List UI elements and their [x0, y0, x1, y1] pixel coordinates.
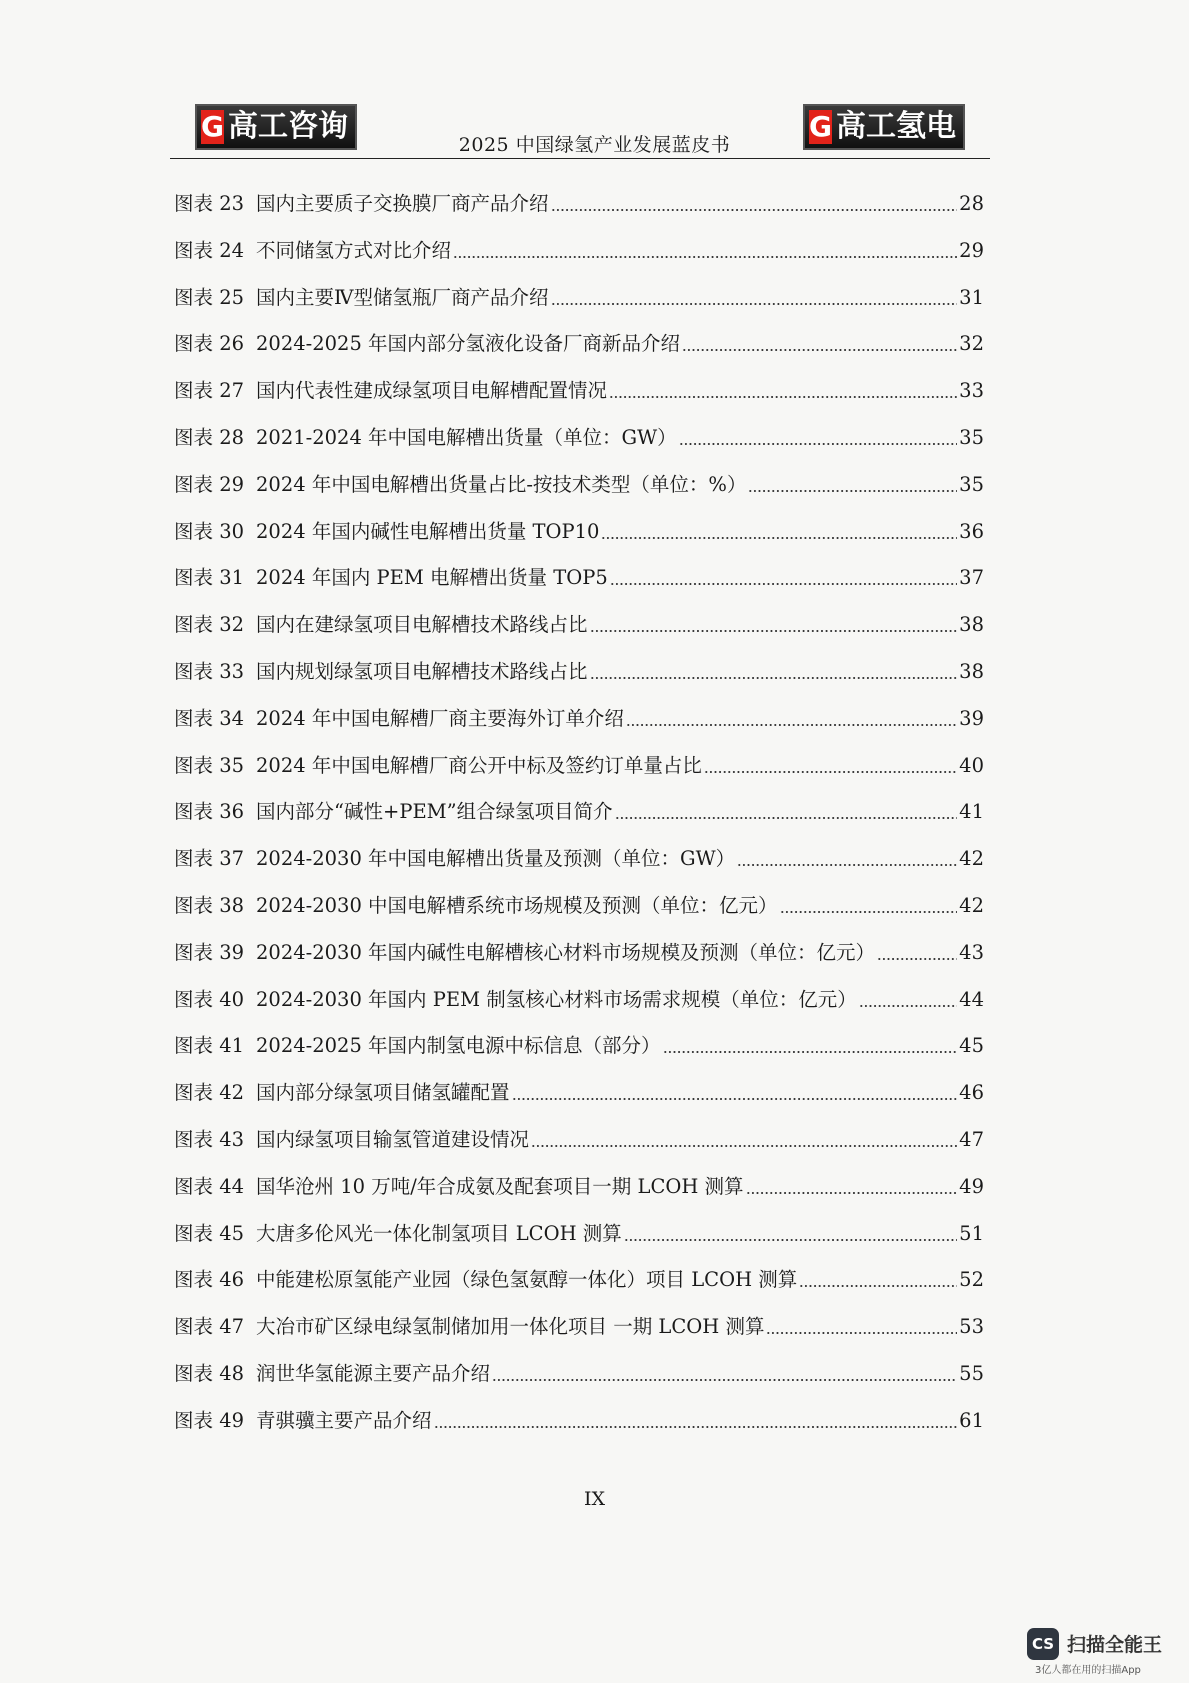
toc-entry-page: 32: [959, 332, 984, 356]
toc-entry-label: 图表 40: [174, 987, 245, 1011]
toc-entry-label: 图表 41: [174, 1034, 245, 1058]
g-logo-icon: G: [201, 110, 224, 143]
gaogong-hydrogen-logo: [803, 104, 965, 150]
toc-entry-label: 图表 42: [174, 1081, 245, 1105]
toc-entry-label: 图表 32: [174, 613, 245, 637]
toc-entry-page: 28: [959, 192, 984, 215]
toc-entry-page: 33: [959, 379, 984, 403]
toc-entry[interactable]: [174, 658, 984, 705]
toc-entry-page: 37: [959, 566, 984, 590]
toc-entry-page: 51: [959, 1221, 984, 1245]
toc-dot-leader: [531, 1143, 957, 1149]
toc-entry-page: 31: [959, 285, 984, 309]
page-number: IX: [583, 1488, 606, 1510]
toc-entry-label: 图表 23: [174, 192, 245, 215]
toc-entry-page: 29: [959, 238, 984, 262]
toc-entry-page: 52: [959, 1268, 984, 1292]
toc-dot-leader: [551, 301, 958, 307]
toc-entry-page: 44: [959, 987, 984, 1011]
toc-entry-title: 中能建松原氢能产业园（绿色氢氨醇一体化）项目 LCOH 测算: [256, 1268, 798, 1292]
table-of-figures: [174, 190, 984, 1454]
toc-entry-page: 35: [959, 425, 984, 449]
toc-entry[interactable]: [174, 1266, 984, 1313]
toc-entry-label: 图表 34: [174, 706, 245, 730]
toc-dot-leader: [512, 1096, 958, 1102]
toc-entry-title: 国内规划绿氢项目电解槽技术路线占比: [256, 659, 588, 683]
toc-entry-title: 2024-2030 年国内碱性电解槽核心材料市场规模及预测（单位：亿元）: [256, 940, 876, 964]
toc-entry[interactable]: [174, 705, 984, 752]
toc-entry-page: 49: [959, 1174, 984, 1198]
scanner-app-name: 扫描全能王: [1067, 1634, 1163, 1656]
toc-dot-leader: [626, 722, 957, 728]
toc-entry-title: 大冶市矿区绿电绿氢制储加用一体化项目 一期 LCOH 测算: [256, 1315, 765, 1339]
toc-entry[interactable]: [174, 237, 984, 284]
toc-entry[interactable]: [174, 939, 984, 986]
toc-entry[interactable]: [174, 190, 984, 237]
toc-entry[interactable]: [174, 564, 984, 611]
toc-entry-title: 2024 年国内碱性电解槽出货量 TOP10: [256, 519, 600, 543]
toc-entry-label: 图表 26: [174, 332, 245, 356]
toc-entry-label: 图表 25: [174, 285, 245, 309]
toc-entry-page: 42: [959, 847, 984, 871]
toc-entry[interactable]: [174, 845, 984, 892]
camscanner-icon: CS: [1027, 1628, 1059, 1660]
toc-dot-leader: [610, 581, 957, 587]
toc-entry-title: 国华沧州 10 万吨/年合成氨及配套项目一期 LCOH 测算: [256, 1174, 744, 1198]
toc-entry-label: 图表 37: [174, 847, 245, 871]
toc-entry[interactable]: [174, 330, 984, 377]
toc-entry-label: 图表 38: [174, 893, 245, 917]
toc-dot-leader: [746, 1190, 958, 1196]
toc-dot-leader: [737, 862, 957, 868]
toc-entry[interactable]: [174, 752, 984, 799]
toc-entry-page: 42: [959, 893, 984, 917]
toc-entry-title: 2021-2024 年中国电解槽出货量（单位：GW）: [256, 425, 677, 449]
toc-entry-title: 国内在建绿氢项目电解槽技术路线占比: [256, 613, 588, 637]
toc-entry-title: 青骐骥主要产品介绍: [256, 1408, 432, 1432]
toc-entry[interactable]: [174, 1220, 984, 1267]
toc-entry-label: 图表 29: [174, 472, 245, 496]
toc-entry-label: 图表 43: [174, 1127, 245, 1151]
scanner-watermark: [1027, 1628, 1177, 1676]
toc-dot-leader: [704, 769, 957, 775]
toc-entry[interactable]: [174, 377, 984, 424]
toc-entry[interactable]: [174, 471, 984, 518]
toc-entry-title: 润世华氢能源主要产品介绍: [256, 1361, 491, 1385]
toc-entry[interactable]: [174, 1126, 984, 1173]
toc-entry[interactable]: [174, 1079, 984, 1126]
toc-dot-leader: [609, 394, 957, 400]
toc-entry-page: 45: [959, 1034, 984, 1058]
toc-entry-label: 图表 39: [174, 940, 245, 964]
logo-left-text: 高工咨询: [227, 109, 348, 144]
toc-entry-page: 35: [959, 472, 984, 496]
toc-entry-page: 61: [959, 1408, 984, 1432]
toc-entry-label: 图表 35: [174, 753, 245, 777]
toc-entry-page: 41: [959, 800, 984, 824]
toc-dot-leader: [601, 535, 957, 541]
toc-entry-title: 2024 年中国电解槽厂商公开中标及签约订单量占比: [256, 753, 702, 777]
toc-dot-leader: [748, 488, 957, 494]
toc-entry-title: 国内部分绿氢项目储氢罐配置: [256, 1081, 510, 1105]
toc-entry[interactable]: [174, 798, 984, 845]
toc-entry-title: 大唐多伦风光一体化制氢项目 LCOH 测算: [256, 1221, 622, 1245]
toc-entry-label: 图表 46: [174, 1268, 245, 1292]
toc-entry-label: 图表 31: [174, 566, 245, 590]
toc-dot-leader: [453, 254, 957, 260]
toc-entry-title: 2024-2025 年国内部分氢液化设备厂商新品介绍: [256, 332, 681, 356]
toc-entry-title: 国内部分“碱性+PEM”组合绿氢项目简介: [256, 800, 613, 824]
toc-entry-label: 图表 33: [174, 659, 245, 683]
toc-dot-leader: [615, 815, 958, 821]
toc-dot-leader: [679, 441, 957, 447]
toc-entry-page: 47: [959, 1127, 984, 1151]
g-logo-icon: G: [809, 110, 832, 143]
scanner-tagline: 3亿人都在用的扫描App: [1035, 1665, 1141, 1676]
toc-entry-label: 图表 24: [174, 238, 245, 262]
toc-entry-label: 图表 44: [174, 1174, 245, 1198]
toc-dot-leader: [434, 1424, 958, 1430]
toc-entry-title: 国内代表性建成绿氢项目电解槽配置情况: [256, 379, 608, 403]
toc-entry-title: 2024-2030 年国内 PEM 制氢核心材料市场需求规模（单位：亿元）: [256, 987, 857, 1011]
toc-entry-title: 2024-2030 年中国电解槽出货量及预测（单位：GW）: [256, 847, 736, 871]
toc-entry-page: 38: [959, 659, 984, 683]
toc-entry-page: 55: [959, 1361, 984, 1385]
toc-dot-leader: [590, 675, 958, 681]
toc-dot-leader: [492, 1377, 957, 1383]
toc-entry-page: 46: [959, 1081, 984, 1105]
toc-dot-leader: [624, 1237, 957, 1243]
toc-dot-leader: [799, 1283, 957, 1289]
logo-right-text: 高工氢电: [835, 109, 956, 144]
toc-entry[interactable]: [174, 1032, 984, 1079]
toc-entry-label: 图表 49: [174, 1408, 245, 1432]
toc-dot-leader: [551, 207, 958, 213]
toc-entry[interactable]: [174, 986, 984, 1033]
toc-entry-title: 2024 年中国电解槽出货量占比-按技术类型（单位：%）: [256, 472, 747, 496]
toc-dot-leader: [780, 909, 958, 915]
toc-entry[interactable]: [174, 1360, 984, 1407]
toc-dot-leader: [663, 1049, 958, 1055]
toc-entry-page: 39: [959, 706, 984, 730]
toc-entry-page: 36: [959, 519, 984, 543]
header-divider: [170, 158, 990, 159]
toc-entry[interactable]: [174, 1313, 984, 1360]
toc-entry-page: 43: [959, 940, 984, 964]
toc-entry-title: 国内主要质子交换膜厂商产品介绍: [256, 192, 549, 215]
toc-entry[interactable]: [174, 1407, 984, 1454]
toc-entry-title: 2024-2030 中国电解槽系统市场规模及预测（单位：亿元）: [256, 893, 778, 917]
toc-entry-label: 图表 45: [174, 1221, 245, 1245]
report-title: 2025 中国绿氢产业发展蓝皮书: [458, 134, 731, 156]
toc-entry-title: 不同储氢方式对比介绍: [256, 238, 452, 262]
toc-entry-label: 图表 48: [174, 1361, 245, 1385]
toc-entry[interactable]: [174, 424, 984, 471]
toc-entry-page: 38: [959, 613, 984, 637]
toc-entry[interactable]: [174, 518, 984, 565]
toc-entry-title: 国内绿氢项目输氢管道建设情况: [256, 1127, 530, 1151]
toc-entry-title: 2024-2025 年国内制氢电源中标信息（部分）: [256, 1034, 661, 1058]
toc-entry-label: 图表 27: [174, 379, 245, 403]
toc-entry-title: 国内主要Ⅳ型储氢瓶厂商产品介绍: [256, 285, 549, 309]
toc-entry[interactable]: [174, 892, 984, 939]
toc-entry-title: 2024 年国内 PEM 电解槽出货量 TOP5: [256, 566, 608, 590]
toc-entry[interactable]: [174, 284, 984, 331]
toc-entry-label: 图表 47: [174, 1315, 245, 1339]
toc-dot-leader: [766, 1330, 957, 1336]
toc-entry-label: 图表 28: [174, 425, 245, 449]
toc-entry[interactable]: [174, 611, 984, 658]
toc-entry-label: 图表 30: [174, 519, 245, 543]
toc-dot-leader: [859, 1003, 957, 1009]
toc-dot-leader: [877, 956, 957, 962]
toc-entry-page: 40: [959, 753, 984, 777]
toc-dot-leader: [590, 628, 958, 634]
toc-dot-leader: [682, 347, 957, 353]
toc-entry-label: 图表 36: [174, 800, 245, 824]
toc-entry-page: 53: [959, 1315, 984, 1339]
toc-entry-title: 2024 年中国电解槽厂商主要海外订单介绍: [256, 706, 624, 730]
toc-entry[interactable]: [174, 1173, 984, 1220]
